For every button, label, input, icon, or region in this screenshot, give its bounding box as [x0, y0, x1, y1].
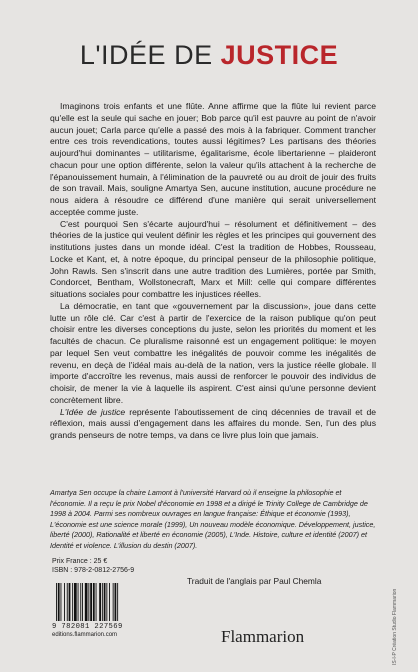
- paragraph-1: Imaginons trois enfants et une flûte. Anne affirme que la flûte lui revient parce qu'elle est la seule qui sache en jouer; Bob parce qu'il est pauvre au point de n'avoir aucun jouet; Carla parce qu'elle a passé des mois à la fabriquer. Comment trancher entre ces trois revendications, toutes aussi légitimes? Les partisans des théories aujourd'hui dominantes – utilitarisme, égalitarisme, école libertarienne – plaideront chacun pour une option différente, selon la valeur qu'ils attachent à la recherche de l'épanouissement humain, à l'élimination de la pauvreté ou au droit de jouir des fruits de son travail. Mais, souligne Amartya Sen, aucune institution, aucune procédure ne nous aidera à résoudre ce différend d'une manière qui serait universellement acceptée comme juste.: [50, 101, 376, 217]
- paragraph-2: C'est pourquoi Sen s'écarte aujourd'hui – résolument et définitivement – des théories de la justice qui veulent définir les règles et les principes qui gouvernent des institutions justes dans un monde idéal. C'est la tradition de Hobbes, Rousseau, Locke et Kant, et, à notre époque, du principal penseur de la philosophie politique, John Rawls. Sen s'inscrit dans une autre tradition des Lumières, portée par Smith, Condorcet, Bentham, Wollstonecraft, Marx et Mill: celle qui compare différentes situations sociales pour combattre les injustices réelles.: [50, 218, 376, 299]
- author-bio-main: Amartya Sen occupe la chaire Lamont à l'université Harvard où il enseigne la philosophie et l'économie. Il a reçu le prix Nobel d'économie en 1998 et a dirigé le Trinity College de Cambridge de 1998 à 2004. Parmi ses nombreux ouvrages en langue française:: [50, 488, 368, 518]
- side-credit: [392, 545, 400, 665]
- website: editions.flammarion.com: [52, 632, 118, 638]
- closing-text: représente l'aboutissement de cinq décennies de travail et de réflexion, mais aussi d'engagement dans les affaires du monde. Sen, l'un des plus grands penseurs de notre temps, va dans ce livre plus loin que jamais.: [50, 406, 377, 440]
- isbn: ISBN : 978-2-0812-2756-9: [52, 567, 135, 574]
- price: Prix France : 25 €: [52, 558, 108, 565]
- publisher-logo: Flammarion: [221, 627, 305, 646]
- design-credit: IS-I-P Création Studio Flammarion: [392, 588, 398, 665]
- closing-book-title: L'Idée de justice: [60, 406, 126, 417]
- barcode-icon: [52, 581, 138, 624]
- paragraph-3: La démocratie, en tant que «gouvernement par la discussion», joue dans cette lutte un rôle clé. Car c'est à partir de l'exercice de la raison publique qu'on peut choisir entre les diverses conceptions du juste, selon les priorités du moment et les facultés de chacun. Ce pluralisme raisonné est un engagement politique: le moyen par lequel Sen veut combattre les inégalités de pouvoir comme les inégalités de revenu, en deçà de l'idéal mais au-delà de la nation, vers la justice réelle globale. Il importe d'accroître les revenus, mais aussi de renforcer le pouvoir des individus de choisir, de mener la vie à laquelle ils aspirent. C'est ainsi qu'une personne devient concrètement libre.: [50, 300, 376, 405]
- blurb-text: [50, 101, 376, 442]
- paragraph-4: [50, 407, 376, 442]
- book-title: [0, 40, 418, 71]
- barcode-block: [52, 557, 162, 638]
- title-justice: JUSTICE: [220, 40, 339, 70]
- author-bio: [50, 488, 378, 551]
- title-prefix: L'IDÉE DE: [79, 40, 221, 70]
- barcode-number: 9 782081 227569: [52, 623, 123, 631]
- translator-credit: Traduit de l'anglais par Paul Chemla: [187, 576, 322, 586]
- author-works: Éthique et économie (1993), L'économie est une science morale (1999), Un nouveau modèle économique. Développement, justice, liberté (2000), Rationalité et liberté en économie (2005), L'Inde. Histoire, culture et identité (2007) et Identité et violence. L'illusion du destin (2007).: [50, 509, 376, 550]
